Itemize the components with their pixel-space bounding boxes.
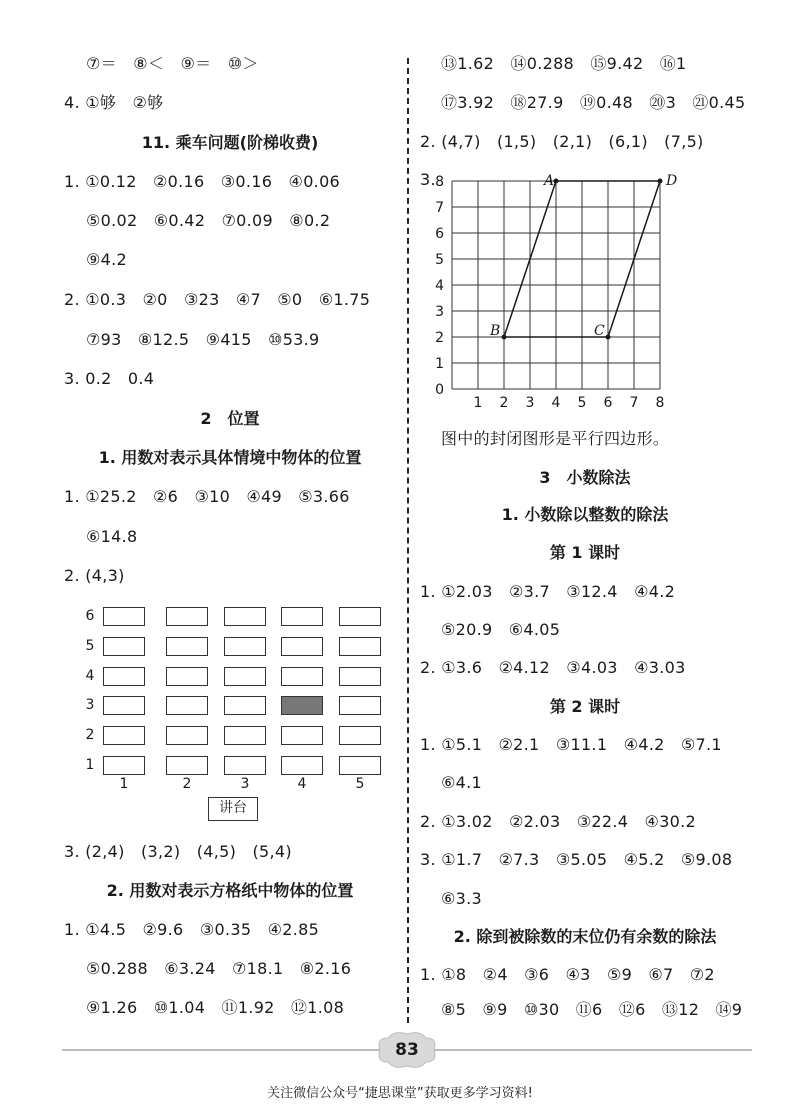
vertex-label: B — [490, 323, 501, 339]
subsection-heading-decimal-by-integer: 1. 小数除以整数的除法 — [501, 505, 669, 524]
seat-box — [224, 667, 266, 686]
podium-label: 讲台 — [208, 797, 258, 821]
seat-box — [103, 667, 145, 686]
left-line-4: ⑤0.02 ⑥0.42 ⑦0.09 ⑧0.2 — [86, 211, 331, 230]
subsection-heading-grid-paper: 2. 用数对表示方格纸中物体的位置 — [106, 881, 354, 900]
left-line-11: 2. (4,3) — [64, 566, 125, 585]
x-tick-label: 8 — [655, 395, 665, 410]
x-tick-label: 1 — [473, 395, 483, 410]
x-tick-label: 4 — [551, 395, 561, 410]
seat-box — [281, 637, 323, 656]
x-tick-label: 7 — [629, 395, 639, 410]
right-line-9: 1. ①5.1 ②2.1 ③11.1 ④4.2 ⑤7.1 — [420, 735, 722, 754]
seat-box — [224, 756, 266, 775]
footer-note: 关注微信公众号“捷思课堂”获取更多学习资料! — [267, 1086, 533, 1101]
left-line-7: ⑦93 ⑧12.5 ⑨415 ⑩53.9 — [86, 330, 320, 349]
seat-box — [281, 756, 323, 775]
seat-box — [103, 637, 145, 656]
seat-box — [224, 607, 266, 626]
seat-box — [224, 696, 266, 715]
seat-box — [103, 607, 145, 626]
y-tick-label: 6 — [435, 226, 444, 242]
right-line-11: 2. ①3.02 ②2.03 ③22.4 ④30.2 — [420, 812, 697, 831]
seat-row-label: 1 — [85, 757, 95, 773]
seat-row-label: 2 — [85, 727, 95, 743]
left-line-14: ⑤0.288 ⑥3.24 ⑦18.1 ⑧2.16 — [86, 959, 352, 978]
vertex-label: A — [544, 173, 555, 189]
x-tick-label: 2 — [499, 395, 509, 410]
lesson-heading-2: 第 2 课时 — [549, 697, 621, 716]
seat-row-label: 5 — [85, 638, 95, 654]
seat-box — [103, 726, 145, 745]
right-line-14: 1. ①8 ②4 ③6 ④3 ⑤9 ⑥7 ⑦2 — [420, 965, 715, 984]
right-line-2: ⑰3.92 ⑱27.9 ⑲0.48 ⑳3 ㉑0.45 — [441, 93, 746, 112]
seat-box — [339, 607, 381, 626]
left-line-15: ⑨1.26 ⑩1.04 ⑪1.92 ⑫1.08 — [86, 998, 345, 1017]
left-line-10: ⑥14.8 — [86, 527, 138, 546]
seat-box — [339, 756, 381, 775]
x-tick-label: 3 — [525, 395, 535, 410]
section-heading-ride-fares: 11. 乘车问题(阶梯收费) — [141, 133, 319, 152]
y-tick-label: 1 — [435, 356, 444, 372]
y-tick-label: 2 — [435, 330, 444, 346]
seat-box — [166, 726, 208, 745]
vertex-point — [658, 179, 663, 184]
right-line-3: 2. (4,7) (1,5) (2,1) (6,1) (7,5) — [420, 132, 704, 151]
column-divider — [407, 58, 409, 1023]
right-line-1: ⑬1.62 ⑭0.288 ⑮9.42 ⑯1 — [441, 54, 687, 73]
subsection-heading-remainder-division: 2. 除到被除数的末位仍有余数的除法 — [453, 927, 717, 946]
seat-col-label: 2 — [182, 776, 192, 792]
right-line-8: 2. ①3.6 ②4.12 ③4.03 ④3.03 — [420, 658, 686, 677]
seat-box — [103, 756, 145, 775]
seat-box — [281, 607, 323, 626]
seat-box — [339, 726, 381, 745]
seat-box — [166, 756, 208, 775]
y-tick-label: 5 — [435, 252, 444, 268]
seat-row-label: 3 — [85, 697, 95, 713]
seat-box — [224, 726, 266, 745]
left-line-6: 2. ①0.3 ②0 ③23 ④7 ⑤0 ⑥1.75 — [64, 290, 371, 309]
y-tick-label: 4 — [435, 278, 444, 294]
seat-col-label: 4 — [297, 776, 307, 792]
right-line-12: 3. ①1.7 ②7.3 ③5.05 ④5.2 ⑤9.08 — [420, 850, 733, 869]
left-line-8: 3. 0.2 0.4 — [64, 369, 155, 388]
seat-box — [281, 726, 323, 745]
seat-box — [339, 637, 381, 656]
y-tick-label: 7 — [435, 200, 444, 216]
seat-col-label: 5 — [355, 776, 365, 792]
seat-box — [224, 637, 266, 656]
vertex-point — [606, 335, 611, 340]
chapter-heading-position: 2 位置 — [200, 409, 260, 428]
left-line-5: ⑨4.2 — [86, 250, 127, 269]
y-tick-label: 0 — [435, 382, 444, 398]
left-line-13: 1. ①4.5 ②9.6 ③0.35 ④2.85 — [64, 920, 320, 939]
seat-box — [166, 637, 208, 656]
seat-box — [166, 696, 208, 715]
vertex-label: C — [594, 323, 605, 339]
vertex-point — [554, 179, 559, 184]
y-tick-label: 3 — [435, 304, 444, 320]
right-line-10: ⑥4.1 — [441, 773, 482, 792]
right-line-4: 3. — [420, 170, 436, 189]
left-line-2: 4. ①够 ②够 — [64, 93, 164, 112]
right-line-6: 1. ①2.03 ②3.7 ③12.4 ④4.2 — [420, 582, 676, 601]
coordinate-graph — [420, 170, 720, 410]
left-line-12: 3. (2,4) (3,2) (4,5) (5,4) — [64, 842, 292, 861]
right-line-7: ⑤20.9 ⑥4.05 — [441, 620, 561, 639]
seat-box — [281, 696, 323, 715]
lesson-heading-1: 第 1 课时 — [549, 543, 621, 562]
seat-col-label: 1 — [119, 776, 129, 792]
x-tick-label: 6 — [603, 395, 613, 410]
right-line-15: ⑧5 ⑨9 ⑩30 ⑪6 ⑫6 ⑬12 ⑭9 — [441, 1000, 743, 1019]
right-line-5: 图中的封闭图形是平行四边形。 — [441, 429, 670, 448]
right-line-13: ⑥3.3 — [441, 889, 482, 908]
left-line-1: ⑦＝ ⑧＜ ⑨＝ ⑩＞ — [86, 54, 259, 73]
seat-row-label: 6 — [85, 608, 95, 624]
chapter-heading-decimal-division: 3 小数除法 — [539, 468, 631, 487]
left-line-3: 1. ①0.12 ②0.16 ③0.16 ④0.06 — [64, 172, 341, 191]
vertex-point — [502, 335, 507, 340]
x-tick-label: 5 — [577, 395, 587, 410]
page-number: 83 — [395, 1040, 419, 1060]
seat-box — [281, 667, 323, 686]
seat-box — [339, 667, 381, 686]
seat-box — [166, 667, 208, 686]
seat-box — [166, 607, 208, 626]
left-line-9: 1. ①25.2 ②6 ③10 ④49 ⑤3.66 — [64, 487, 350, 506]
seat-row-label: 4 — [85, 668, 95, 684]
seat-box — [103, 696, 145, 715]
seat-box — [339, 696, 381, 715]
vertex-label: D — [666, 173, 678, 189]
seat-col-label: 3 — [240, 776, 250, 792]
y-tick-label: 8 — [435, 174, 444, 190]
subsection-heading-situations: 1. 用数对表示具体情境中物体的位置 — [98, 448, 362, 467]
